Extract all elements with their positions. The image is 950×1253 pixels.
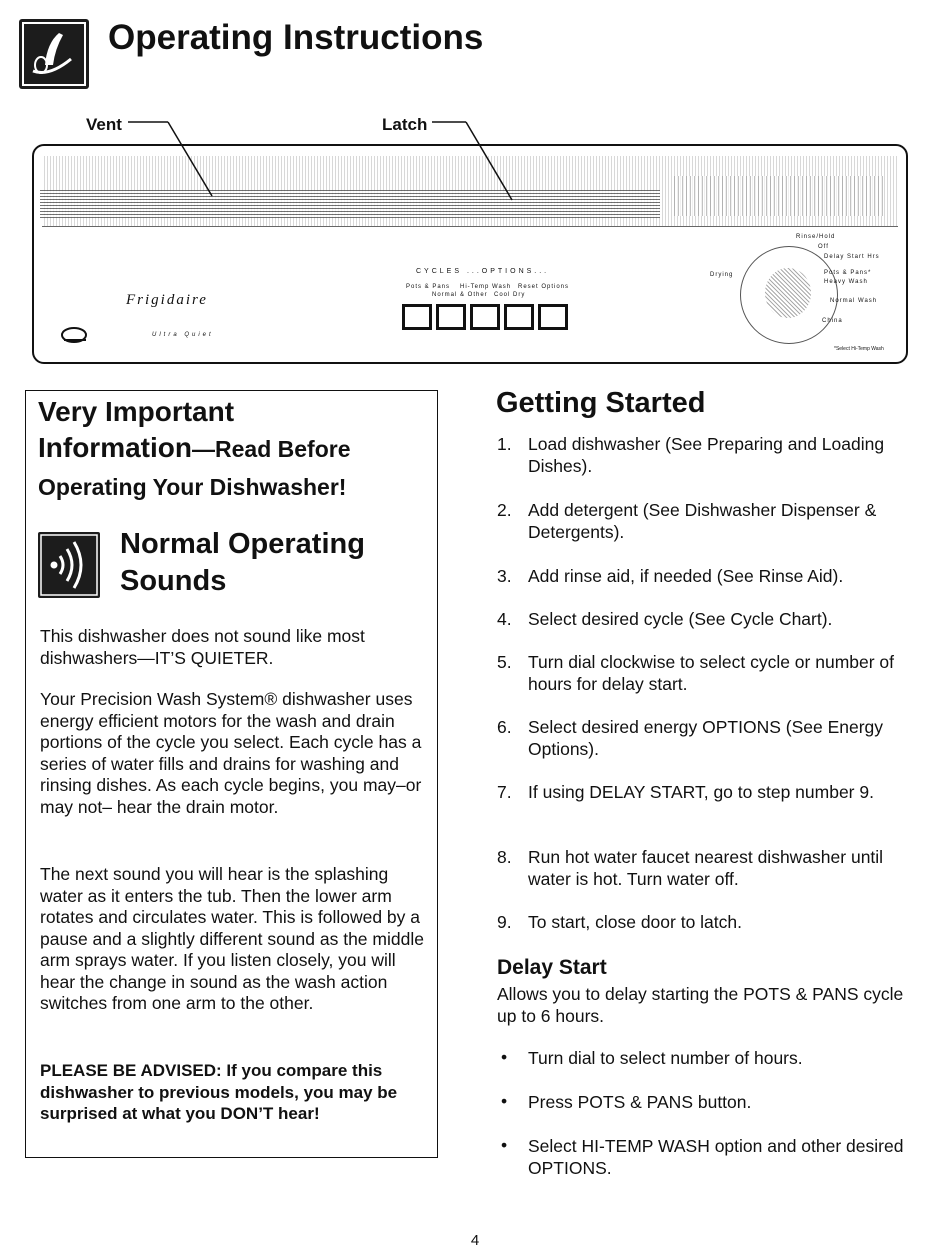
step-item bbox=[497, 500, 927, 543]
delay-start-heading: Delay Start bbox=[497, 956, 607, 979]
panel-button-label-3: Hi-Temp Wash bbox=[460, 284, 512, 290]
vent-callout-label: Vent bbox=[86, 115, 122, 134]
dial-label-drying: Drying bbox=[710, 272, 734, 278]
bullet-dot: • bbox=[501, 1135, 508, 1155]
dial-label-off: Off bbox=[818, 244, 829, 250]
dial-label-delay: Delay Start Hrs bbox=[824, 254, 880, 260]
step-item bbox=[497, 609, 927, 631]
step-text: To start, close door to latch. bbox=[528, 912, 742, 932]
pots-pans-button[interactable] bbox=[402, 304, 432, 330]
dial-label-normal-wash: Normal Wash bbox=[830, 298, 878, 304]
sounds-title-line2: Sounds bbox=[120, 565, 227, 597]
step-number: 3. bbox=[497, 566, 512, 586]
step-text: If using DELAY START, go to step number 9. bbox=[528, 782, 874, 802]
step-item bbox=[497, 652, 927, 695]
model-line: Ultra Quiet bbox=[152, 332, 214, 338]
vent-callout-pointer bbox=[168, 122, 212, 196]
step-item bbox=[497, 566, 927, 588]
step-text: Select desired energy OPTIONS (See Energy Options). bbox=[528, 717, 884, 759]
step-item bbox=[497, 912, 927, 934]
step-text: Run hot water faucet nearest dishwasher until water is hot. Turn water off. bbox=[528, 847, 884, 889]
step-number: 4. bbox=[497, 609, 512, 629]
latch-callout-pointer bbox=[466, 122, 512, 200]
page-title: Operating Instructions bbox=[108, 18, 484, 57]
step-text: Select desired cycle (See Cycle Chart). bbox=[528, 609, 833, 629]
step-number: 2. bbox=[497, 500, 512, 520]
panel-heading: CYCLES ...OPTIONS... bbox=[416, 268, 550, 275]
dial-label-rinse-hold: Rinse/Hold bbox=[796, 234, 836, 240]
cool-dry-button[interactable] bbox=[504, 304, 534, 330]
reset-button[interactable] bbox=[538, 304, 568, 330]
bullet-text: Turn dial to select number of hours. bbox=[528, 1048, 803, 1068]
step-text: Add detergent (See Dishwasher Dispenser & Detergents). bbox=[528, 500, 877, 542]
step-number: 7. bbox=[497, 782, 512, 802]
normal-button[interactable] bbox=[436, 304, 466, 330]
delay-bullet-item bbox=[501, 1048, 921, 1070]
step-number: 6. bbox=[497, 717, 512, 737]
bullet-dot: • bbox=[501, 1091, 508, 1111]
page-number: 4 bbox=[470, 1232, 480, 1249]
step-text: Load dishwasher (See Preparing and Loading Dishes). bbox=[528, 434, 885, 476]
step-item bbox=[497, 717, 927, 760]
step-text: Turn dial clockwise to select cycle or number of hours for delay start. bbox=[528, 652, 895, 694]
brand-logo: Frigidaire bbox=[126, 292, 208, 308]
sounds-paragraph-2: Your Precision Wash System® dishwasher uses energy efficient motors for the wash and drain portions of the cycle you select. Each cycle has a series of water fills and drains for washing and rinsing dishes. As each cycle begins, you may–or may not– hear the drain motor. bbox=[40, 689, 422, 817]
important-title-rest: —Read Before bbox=[192, 436, 351, 462]
dial-label-heavy-wash: Heavy Wash bbox=[824, 279, 868, 285]
step-number: 5. bbox=[497, 652, 512, 672]
panel-button-label-2: Normal & Other bbox=[432, 292, 488, 298]
important-title-main: Information bbox=[38, 432, 192, 463]
important-title-line1: Very Important bbox=[38, 396, 235, 427]
callout-lines bbox=[0, 0, 950, 260]
panel-button-label-5: Reset Options bbox=[518, 284, 570, 290]
bullet-dot: • bbox=[501, 1047, 508, 1067]
step-item bbox=[497, 782, 927, 804]
delay-bullet-item bbox=[501, 1136, 921, 1179]
step-item bbox=[497, 847, 927, 890]
sounds-paragraph-3: The next sound you will hear is the splashing water as it enters the tub. Then the lower arm rotates and circulates water. This is followed by a pause and a slightly different sound as the middle arm sprays water. If you listen closely, you will hear the change in sound as the wash action switches from one arm to the other. bbox=[40, 864, 424, 1013]
sounds-paragraph-1: This dishwasher does not sound like most dishwashers—IT’S QUIETER. bbox=[40, 626, 365, 668]
step-text: Add rinse aid, if needed (See Rinse Aid). bbox=[528, 566, 844, 586]
hi-temp-button[interactable] bbox=[470, 304, 500, 330]
step-number: 9. bbox=[497, 912, 512, 932]
step-number: 8. bbox=[497, 847, 512, 867]
step-number: 1. bbox=[497, 434, 512, 454]
step-item bbox=[497, 434, 927, 477]
dial-label-pots-pans: Pots & Pans* bbox=[824, 270, 872, 276]
getting-started-heading: Getting Started bbox=[496, 387, 706, 419]
dial-knob[interactable] bbox=[765, 268, 811, 318]
latch-callout-label: Latch bbox=[382, 115, 428, 134]
delay-bullet-item bbox=[501, 1092, 921, 1114]
panel-button-row bbox=[402, 304, 568, 330]
dial-footnote: *Select Hi-Temp Wash bbox=[834, 346, 884, 352]
delay-start-intro: Allows you to delay starting the POTS & PANS cycle up to 6 hours. bbox=[497, 984, 904, 1026]
sounds-title-line1: Normal Operating bbox=[120, 528, 365, 560]
bullet-text: Press POTS & PANS button. bbox=[528, 1092, 752, 1112]
important-title-line2 bbox=[38, 432, 350, 464]
panel-button-label-1: Pots & Pans bbox=[406, 284, 451, 290]
quiet-logo-icon bbox=[60, 326, 90, 349]
sound-waves-icon bbox=[38, 532, 100, 598]
dial-label-china: China bbox=[822, 318, 843, 324]
important-title-line3: Operating Your Dishwasher! bbox=[38, 474, 347, 500]
bullet-text: Select HI-TEMP WASH option and other desired OPTIONS. bbox=[528, 1136, 904, 1178]
advisory-note: PLEASE BE ADVISED: If you compare this dishwasher to previous models, you may be surprised at what you DON’T hear! bbox=[40, 1061, 398, 1123]
panel-button-label-4: Cool Dry bbox=[494, 292, 526, 298]
